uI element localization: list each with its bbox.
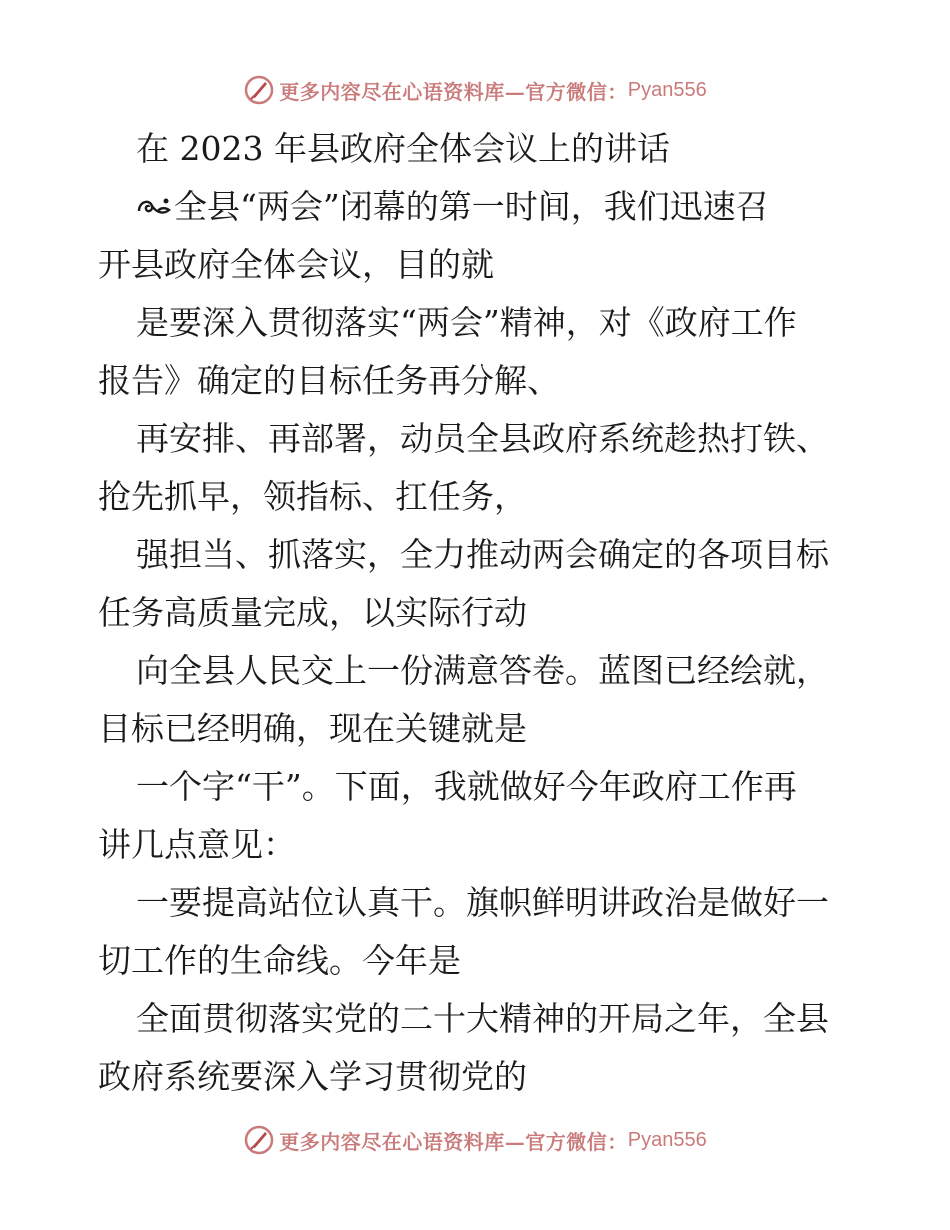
watermark-footer [0, 1120, 950, 1160]
fleuron-icon [136, 193, 172, 221]
paragraph-line: 政府系统要深入学习贯彻党的 [98, 1057, 527, 1096]
paragraph-line: 报告》确定的目标任务再分解、 [98, 361, 560, 400]
watermark-wechat-id: Pyan556 [627, 78, 707, 101]
watermark-wechat-id: Pyan556 [627, 1128, 707, 1151]
paragraph-line [98, 178, 868, 236]
paragraph-line: 强担当、抓落实，全力推动两会确定的各项目标 [136, 535, 829, 574]
feather-pen-logo-icon [243, 74, 275, 106]
document-title: 在 2023 年县政府全体会议上的讲话 [136, 129, 670, 168]
watermark-header [0, 70, 950, 110]
paragraph-line: 全面贯彻落实党的二十大精神的开局之年，全县 [136, 999, 829, 1038]
paragraph-line: 目标已经明确，现在关键就是 [98, 709, 527, 748]
paragraph-line: 一要提高站位认真干。旗帜鲜明讲政治是做好一 [136, 883, 829, 922]
paragraph-line-text: 全县“两会”闭幕的第一时间，我们迅速召 [174, 187, 769, 226]
paragraph-line: 抢先抓早，领指标、扛任务， [98, 477, 527, 516]
watermark-text: 更多内容尽在心语资料库—官方微信： [279, 79, 628, 104]
watermark-text: 更多内容尽在心语资料库—官方微信： [279, 1129, 628, 1154]
paragraph-line: 任务高质量完成，以实际行动 [98, 593, 527, 632]
paragraph-line: 开县政府全体会议，目的就 [98, 245, 494, 284]
feather-pen-logo-icon [243, 1124, 275, 1156]
document-body [98, 120, 868, 1106]
paragraph-line: 再安排、再部署，动员全县政府系统趁热打铁、 [136, 419, 829, 458]
paragraph-line: 讲几点意见： [98, 825, 296, 864]
paragraph-line: 一个字“干”。下面，我就做好今年政府工作再 [136, 767, 797, 806]
paragraph-line: 切工作的生命线。今年是 [98, 941, 461, 980]
paragraph-line: 是要深入贯彻落实“两会”精神，对《政府工作 [136, 303, 797, 342]
paragraph-line: 向全县人民交上一份满意答卷。蓝图已经绘就， [136, 651, 829, 690]
